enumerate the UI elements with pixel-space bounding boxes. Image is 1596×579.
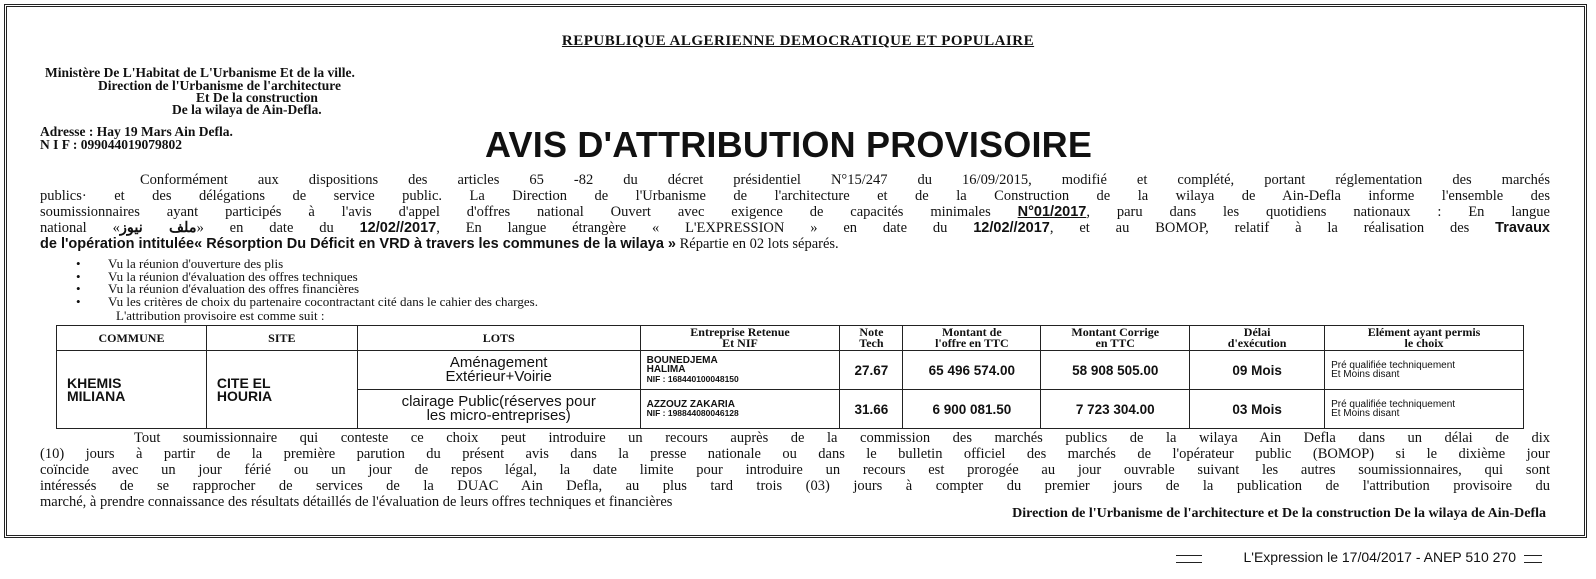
body-line-1: Conformément aux dispositions des articles 65 -82 du décret présidentiel N°15/247 du 16/09/2015, modifié et complété, portant réglementation des marchés (140, 172, 1550, 188)
table-header-row (57, 326, 1524, 351)
footer-line-4: intéressés de se rapprocher de services de la DUAC Ain Defla, au plus tard trois (03) jours à compter du premier jours de la publication de l'attribution provisoire du (40, 478, 1550, 494)
direction-line-3: De la wilaya de Ain-Defla. (172, 102, 322, 117)
body-text: , En langue étrangère « L'EXPRESSION » en date du (436, 220, 948, 236)
montant-corrige-cell: 58 908 505.00 (1041, 351, 1190, 390)
body-text: Répartie en 02 lots séparés. (679, 236, 839, 252)
entreprise-name: AZZOUZ ZAKARIA (646, 398, 735, 410)
table-row (57, 351, 1524, 390)
operation-title: de l'opération intitulée« Résorption Du Déficit en VRD à travers les communes de la wilaya » (40, 236, 676, 252)
entreprise-nif: NIF : 198844080046128 (646, 408, 739, 418)
publication-date-1: 12/02//2017 (359, 220, 437, 236)
bullet-item: • Vu la réunion d'évaluation des offres techniques (76, 271, 538, 284)
body-line-3 (40, 204, 1550, 220)
body-line-5 (40, 236, 1550, 252)
lot-cell: clairage Public(réserves pour les micro-entreprises) (357, 390, 640, 429)
header-entreprise: Entreprise Retenue Et NIF (640, 326, 840, 351)
body-text: » en date du (196, 220, 334, 236)
arabic-newspaper: ملف نيوز (119, 220, 197, 236)
entreprise-cell (640, 351, 840, 390)
body-line-4 (40, 220, 1550, 236)
montant-corrige-cell: 7 723 304.00 (1041, 390, 1190, 429)
footer-line-1: Tout soumissionnaire qui conteste ce choix peut introduire un recours auprès de la commission des marchés publics de la wilaya Ain Defla dans un délai de dix (134, 430, 1550, 446)
header-montant-offre: Montant de l'offre en TTC (903, 326, 1041, 351)
body-line-2: publics· et des délégations de service public. La Direction de l'Urbanisme de l'architecture et de la Construction de la wilaya de Ain-Defla informe l'ensemble des (40, 188, 1550, 204)
body-paragraph (40, 172, 1550, 252)
delai-cell: 09 Mois (1190, 351, 1325, 390)
ministry-line: Ministère De L'Habitat de L'Urbanisme Et de la ville. (45, 65, 355, 80)
header-commune: COMMUNE (57, 326, 207, 351)
publication-date-2: 12/02//2017 (973, 220, 1050, 236)
bullet-item: • Vu la réunion d'évaluation des offres financières (76, 283, 538, 296)
header-delai: Délai d'exécution (1190, 326, 1325, 351)
recourse-paragraph (40, 430, 1550, 510)
header-note: Note Tech (840, 326, 903, 351)
entreprise-nif: NIF : 168440100048150 (646, 373, 739, 384)
entreprise-cell (640, 390, 840, 429)
header-lots: LOTS (357, 326, 640, 351)
element-cell: Pré qualifiée techniquement Et Moins disant (1325, 351, 1524, 390)
direction-line-1: Direction de l'Urbanisme de l'architecture (98, 78, 341, 93)
footer-line-2: (10) jours à partir de la première parution du présent avis dans la presse nationale ou dans le bulletin officiel des marchés de l'opérateur public (BOMOP) si le dixième jour (40, 446, 1550, 462)
body-text: national « (40, 220, 120, 236)
footer-line-3: coïncide avec un jour férié ou un jour de repos légal, la date limite pour introduire un recours est prorogée au jour ouvrable suivant les autres soumissionnaires, qui sont (40, 462, 1550, 478)
lot-cell: Aménagement Extérieur+Voirie (357, 351, 640, 390)
address-line: Adresse : Hay 19 Mars Ain Defla. (40, 124, 233, 139)
body-text: soumissionnaires ayant participés à l'avis d'appel d'offres national Ouvert avec exigence de capacités minimales (40, 204, 991, 220)
montant-offre-cell: 65 496 574.00 (903, 351, 1041, 390)
header-element: Elément ayant permis le choix (1325, 326, 1524, 351)
note-cell: 31.66 (840, 390, 903, 429)
tender-reference: N°01/2017 (1017, 204, 1087, 220)
signature-line: Direction de l'Urbanisme de l'architecture et De la construction De la wilaya de Ain-Defla (1012, 506, 1546, 521)
attribution-table (56, 325, 1524, 429)
commune-cell: KHEMIS MILIANA (57, 351, 207, 429)
header-site: SITE (206, 326, 357, 351)
entreprise-name: BOUNEDJEMA HALIMA (646, 354, 718, 376)
notice-title: AVIS D'ATTRIBUTION PROVISOIRE (485, 124, 1093, 165)
direction-line-2: Et De la construction (196, 90, 318, 105)
nif-line: N I F : 099044019079802 (40, 137, 182, 152)
travaux-label: Travaux (1495, 220, 1550, 236)
element-cell: Pré qualifiée techniquement Et Moins disant (1325, 390, 1524, 429)
header-montant-corrige: Montant Corrige en TTC (1041, 326, 1190, 351)
republic-heading: REPUBLIQUE ALGERIENNE DEMOCRATIQUE ET POPULAIRE (561, 33, 1035, 49)
press-rule (1176, 555, 1202, 563)
delai-cell: 03 Mois (1190, 390, 1325, 429)
body-text: , paru dans les quotidiens nationaux : En langue (1086, 204, 1550, 220)
body-text: , et au BOMOP, relatif à la réalisation des (1049, 220, 1470, 236)
montant-offre-cell: 6 900 081.50 (903, 390, 1041, 429)
attribution-intro: L'attribution provisoire est comme suit : (116, 308, 325, 323)
footer-line-5: marché, à prendre connaissance des résultats détaillés de l'évaluation de leurs offres techniques et financières (40, 494, 673, 510)
press-rule (1524, 555, 1542, 563)
site-cell: CITE EL HOURIA (206, 351, 357, 429)
bullet-item: • Vu les critères de choix du partenaire cocontractant cité dans le cahier des charges. (76, 296, 538, 309)
press-reference: L'Expression le 17/04/2017 - ANEP 510 270 (1243, 549, 1516, 565)
bullet-list (76, 258, 538, 308)
bullet-item: • Vu la réunion d'ouverture des plis (76, 258, 538, 271)
note-cell: 27.67 (840, 351, 903, 390)
